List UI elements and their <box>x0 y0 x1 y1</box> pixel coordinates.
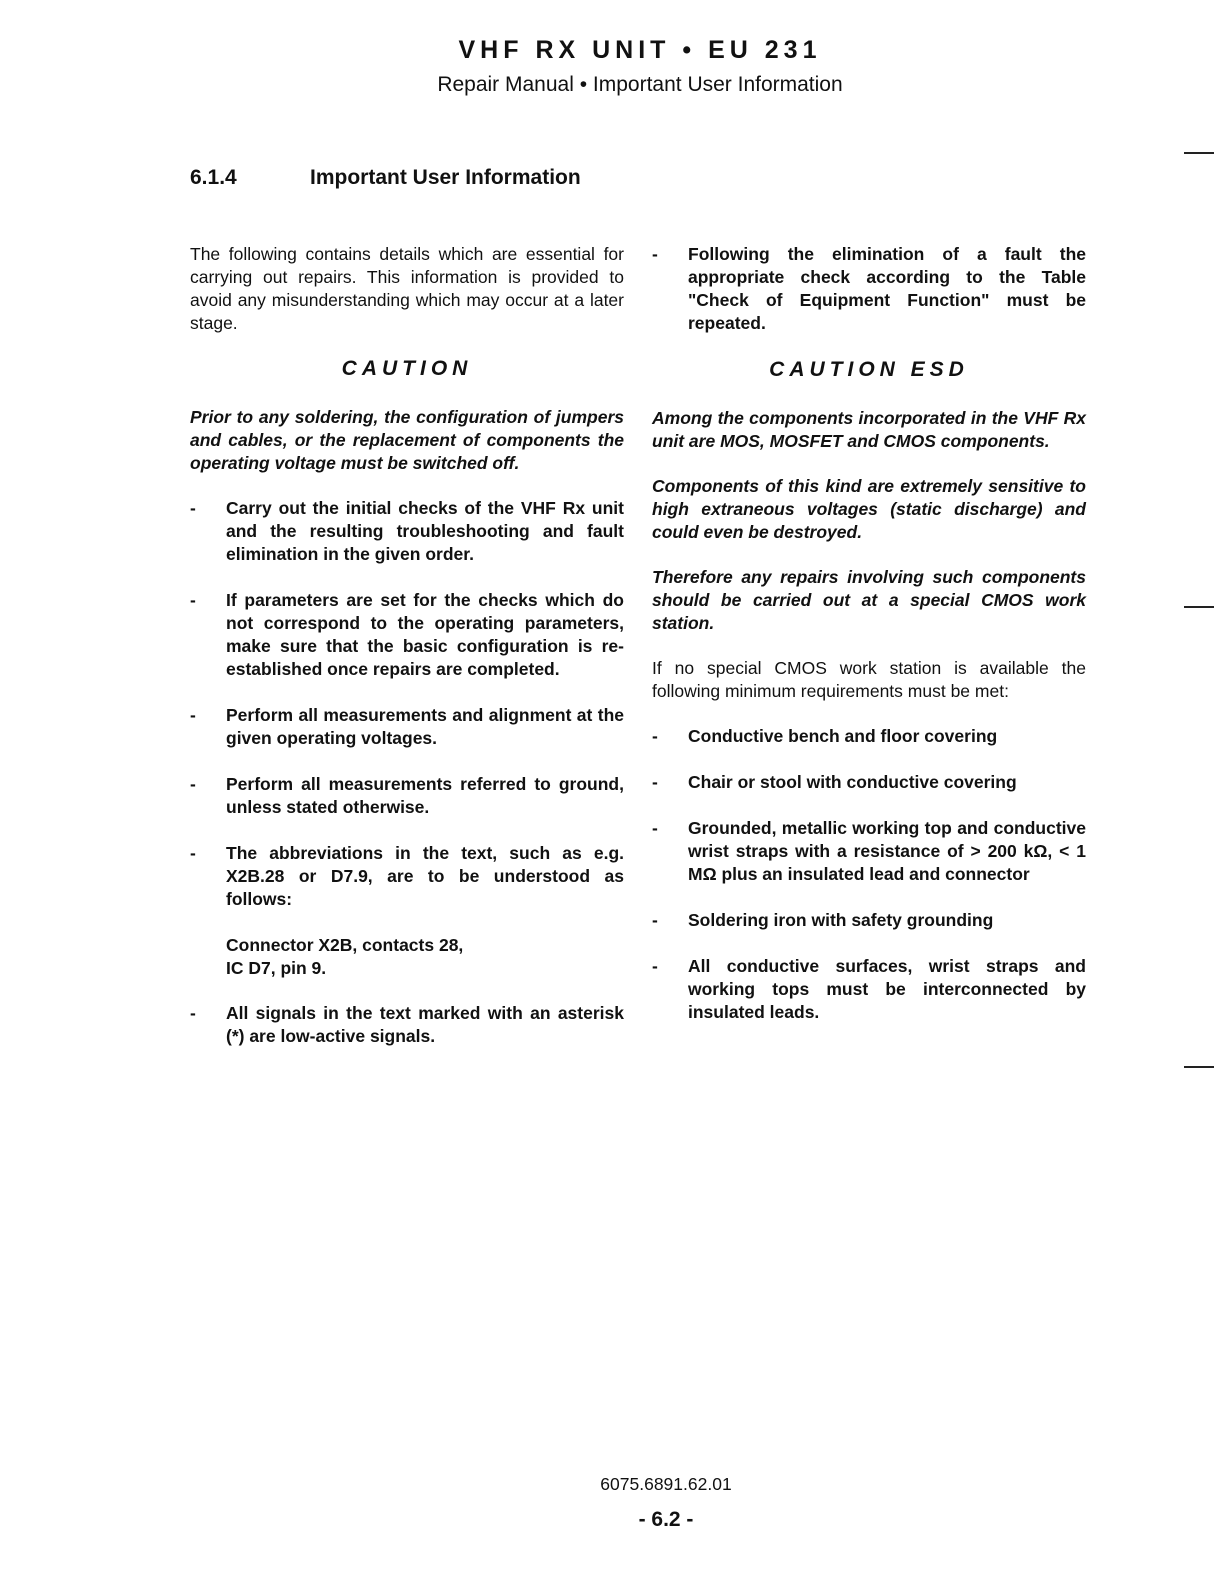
list-item <box>652 817 1086 886</box>
section-title: Important User Information <box>310 166 581 189</box>
caution-paragraph: Prior to any soldering, the configuration of jumpers and cables, or the replacement of components the operating voltage must be switched off. <box>190 407 624 473</box>
esd-paragraph: Components of this kind are extremely sensitive to high extraneous voltages (static discharge) and could even be destroyed. <box>652 476 1086 542</box>
esd-paragraph: Among the components incorporated in the VHF Rx unit are MOS, MOSFET and CMOS components. <box>652 408 1086 451</box>
margin-tick <box>1184 152 1214 154</box>
list-item-text: Grounded, metallic working top and conductive wrist straps with a resistance of > 200 kΩ, < 1 MΩ plus an insulated lead and connector <box>688 818 1086 884</box>
list-item-text: Chair or stool with conductive covering <box>688 772 1017 792</box>
page-number: - 6.2 - <box>638 1508 694 1531</box>
list-item <box>652 909 1086 932</box>
list-item <box>190 497 624 566</box>
list-item <box>190 773 624 819</box>
section-number: 6.1.4 <box>190 166 237 189</box>
list-item <box>190 1002 624 1048</box>
abbreviation-example <box>190 934 624 980</box>
bullet-marker: - <box>190 498 196 518</box>
list-item <box>190 842 624 911</box>
bullet-marker: - <box>190 843 196 863</box>
esd-paragraph: Therefore any repairs involving such components should be carried out at a special CMOS work station. <box>652 567 1086 633</box>
bullet-marker: - <box>652 956 658 976</box>
section-heading <box>190 166 581 190</box>
page-header <box>0 36 1224 97</box>
example-line: IC D7, pin 9. <box>226 958 327 978</box>
list-item-text: All signals in the text marked with an asterisk (*) are low-active signals. <box>226 1003 624 1046</box>
bullet-marker: - <box>190 774 196 794</box>
list-item <box>652 243 1086 335</box>
list-item <box>190 589 624 681</box>
list-item-text: Soldering iron with safety grounding <box>688 910 994 930</box>
list-item <box>652 955 1086 1024</box>
list-item-text: All conductive surfaces, wrist straps and working tops must be interconnected by insulated leads. <box>688 956 1086 1022</box>
list-item <box>652 725 1086 748</box>
caution-esd-heading: CAUTION ESD <box>769 358 969 381</box>
intro-paragraph: The following contains details which are essential for carrying out repairs. This information is provided to avoid any misunderstanding which may occur at a later stage. <box>190 244 624 333</box>
list-item-text: Perform all measurements referred to ground, unless stated otherwise. <box>226 774 624 817</box>
list-item-text: Carry out the initial checks of the VHF Rx unit and the resulting troubleshooting and fault elimination in the given order. <box>226 498 624 564</box>
bullet-marker: - <box>652 910 658 930</box>
list-item-text: Following the elimination of a fault the appropriate check according to the Table "Check of Equipment Function" must be repeated. <box>688 244 1086 333</box>
list-item <box>652 771 1086 794</box>
list-item-text: The abbreviations in the text, such as e.g. X2B.28 or D7.9, are to be understood as follows: <box>226 843 624 909</box>
list-item-text: Perform all measurements and alignment at the given operating voltages. <box>226 705 624 748</box>
requirements-intro: If no special CMOS work station is available the following minimum requirements must be met: <box>652 658 1086 701</box>
bullet-marker: - <box>190 705 196 725</box>
left-column <box>190 243 624 1071</box>
example-line: Connector X2B, contacts 28, <box>226 935 464 955</box>
list-item <box>190 704 624 750</box>
margin-tick <box>1184 606 1214 608</box>
document-number: 6075.6891.62.01 <box>600 1474 732 1494</box>
bullet-marker: - <box>652 772 658 792</box>
document-title: VHF RX UNIT • EU 231 <box>458 36 822 64</box>
list-item-text: If parameters are set for the checks which do not correspond to the operating parameters, make sure that the basic configuration is re-established once repairs are completed. <box>226 590 624 679</box>
margin-tick <box>1184 1066 1214 1068</box>
list-item-text: Conductive bench and floor covering <box>688 726 998 746</box>
bullet-marker: - <box>652 244 658 264</box>
document-subtitle: Repair Manual • Important User Information <box>437 73 843 96</box>
bullet-marker: - <box>652 726 658 746</box>
caution-heading: CAUTION <box>341 357 473 380</box>
right-column <box>652 243 1086 1047</box>
bullet-marker: - <box>652 818 658 838</box>
bullet-marker: - <box>190 1003 196 1023</box>
bullet-marker: - <box>190 590 196 610</box>
